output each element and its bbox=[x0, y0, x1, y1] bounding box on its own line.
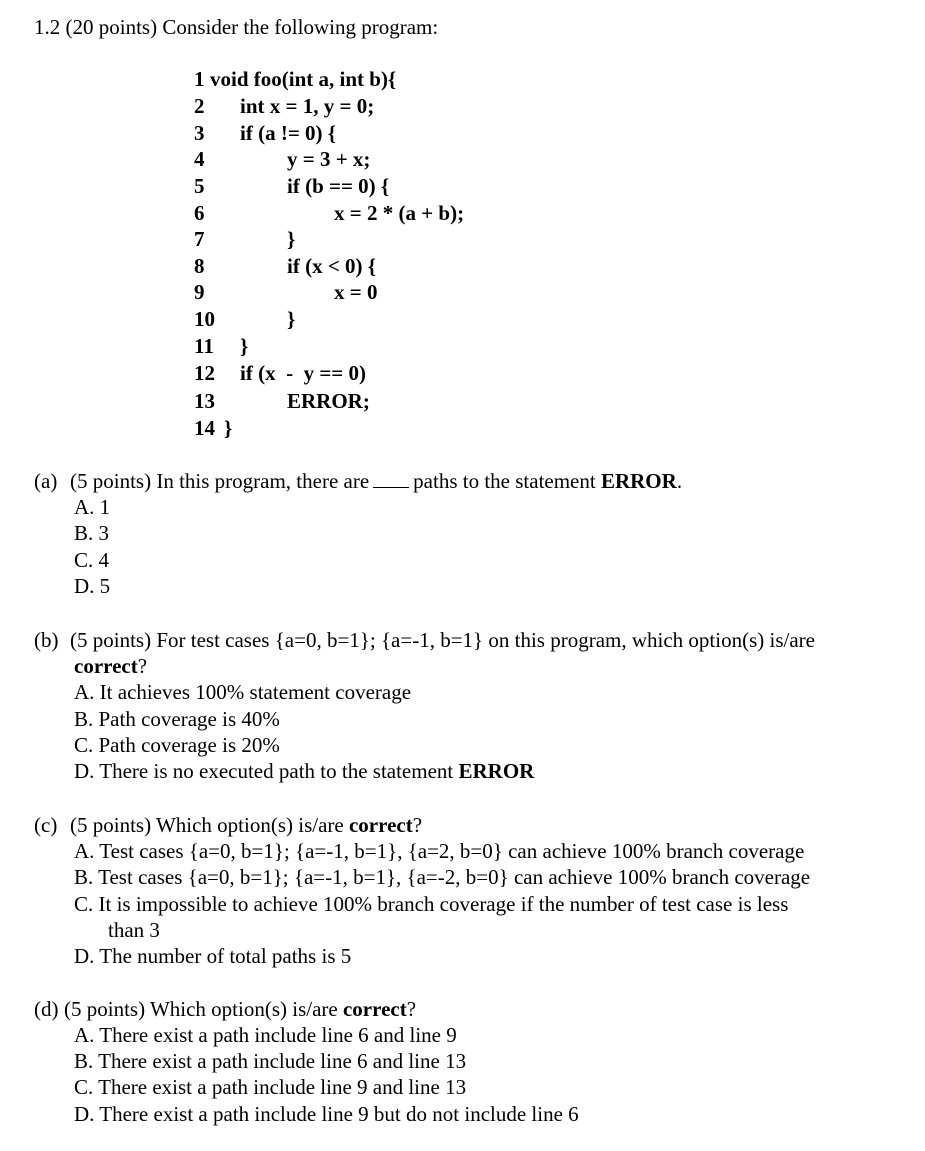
part-c-option: D. The number of total paths is 5 bbox=[74, 944, 352, 968]
part-b-prompt-bold: correct bbox=[74, 654, 138, 678]
part-d-prompt bbox=[64, 996, 416, 1022]
code-line-number: 12 bbox=[194, 361, 215, 385]
code-line: void foo(int a, int b){ bbox=[210, 67, 397, 91]
part-d-prompt-tail: ? bbox=[406, 997, 417, 1021]
code-line: } bbox=[287, 227, 296, 251]
part-b-option-d-bold: ERROR bbox=[458, 759, 535, 783]
part-a-prompt-end: paths to the statement bbox=[413, 469, 596, 493]
part-d-option: C. There exist a path include line 9 and line 13 bbox=[74, 1075, 467, 1099]
part-b-option-d-text: D. There is no executed path to the statement bbox=[74, 759, 454, 783]
code-line-number: 3 bbox=[194, 121, 205, 145]
part-a-option: B. 3 bbox=[74, 521, 110, 545]
part-b-option: C. Path coverage is 20% bbox=[74, 733, 280, 757]
code-line-number: 10 bbox=[194, 307, 215, 331]
part-b-option: B. Path coverage is 40% bbox=[74, 707, 280, 731]
code-line: } bbox=[287, 307, 296, 331]
part-d-prompt-bold: correct bbox=[342, 997, 407, 1021]
code-line-number: 7 bbox=[194, 227, 205, 251]
code-line-number: 5 bbox=[194, 174, 205, 198]
part-c-prompt bbox=[70, 812, 422, 838]
question-title: 1.2 (20 points) Consider the following program: bbox=[34, 15, 439, 39]
code-line: if (x - y == 0) bbox=[240, 361, 366, 385]
part-a-option: C. 4 bbox=[74, 548, 110, 572]
answer-blank bbox=[373, 469, 409, 488]
part-b-option: A. It achieves 100% statement coverage bbox=[74, 680, 412, 704]
code-line-number: 14 bbox=[194, 416, 215, 440]
part-d-prompt-text: (5 points) Which option(s) is/are bbox=[64, 997, 338, 1021]
code-line-number: 13 bbox=[194, 389, 215, 413]
code-line-number: 2 bbox=[194, 94, 205, 118]
part-b-label: (b) bbox=[34, 628, 59, 652]
part-c-option-cont: than 3 bbox=[108, 918, 160, 942]
part-a-prompt-bold: ERROR bbox=[600, 469, 677, 493]
part-a-prompt-start: (5 points) In this program, there are bbox=[70, 469, 370, 493]
part-d-label: (d) bbox=[34, 997, 59, 1021]
code-line-number: 1 bbox=[194, 67, 205, 91]
part-a-prompt bbox=[70, 468, 682, 494]
part-d-option: A. There exist a path include line 6 and line 9 bbox=[74, 1023, 457, 1047]
part-a-label: (a) bbox=[34, 469, 58, 493]
part-c-option: C. It is impossible to achieve 100% branch coverage if the number of test case is less bbox=[74, 892, 789, 916]
code-line-number: 8 bbox=[194, 254, 205, 278]
code-line: int x = 1, y = 0; bbox=[240, 94, 375, 118]
part-a-option: D. 5 bbox=[74, 574, 111, 598]
part-c-option: B. Test cases {a=0, b=1}; {a=-1, b=1}, {a=-2, b=0} can achieve 100% branch coverage bbox=[74, 865, 811, 889]
part-b-prompt-cont bbox=[74, 653, 147, 679]
code-line: ERROR; bbox=[287, 389, 370, 413]
part-c-prompt-text: (5 points) Which option(s) is/are bbox=[70, 813, 344, 837]
code-line-number: 4 bbox=[194, 147, 205, 171]
part-a-option: A. 1 bbox=[74, 495, 111, 519]
part-b-prompt: (5 points) For test cases {a=0, b=1}; {a=-1, b=1} on this program, which option(s) is/are bbox=[70, 628, 815, 652]
code-line-number: 9 bbox=[194, 280, 205, 304]
code-line: } bbox=[224, 416, 233, 440]
part-c-prompt-tail: ? bbox=[412, 813, 423, 837]
part-c-prompt-bold: correct bbox=[348, 813, 413, 837]
part-d-option: B. There exist a path include line 6 and line 13 bbox=[74, 1049, 467, 1073]
part-a-prompt-tail: . bbox=[676, 469, 683, 493]
part-d-option: D. There exist a path include line 9 but do not include line 6 bbox=[74, 1102, 579, 1126]
code-line-number: 6 bbox=[194, 201, 205, 225]
code-line: if (x < 0) { bbox=[287, 254, 377, 278]
code-line: x = 0 bbox=[334, 280, 378, 304]
code-line: } bbox=[240, 334, 249, 358]
part-c-option: A. Test cases {a=0, b=1}; {a=-1, b=1}, {a=2, b=0} can achieve 100% branch coverage bbox=[74, 839, 805, 863]
part-b-option bbox=[74, 758, 534, 784]
code-line: x = 2 * (a + b); bbox=[334, 201, 465, 225]
part-c-label: (c) bbox=[34, 813, 58, 837]
code-line: if (b == 0) { bbox=[287, 174, 390, 198]
code-line: y = 3 + x; bbox=[287, 147, 371, 171]
code-line: if (a != 0) { bbox=[240, 121, 337, 145]
code-line-number: 11 bbox=[194, 334, 214, 358]
part-b-prompt-tail: ? bbox=[137, 654, 148, 678]
